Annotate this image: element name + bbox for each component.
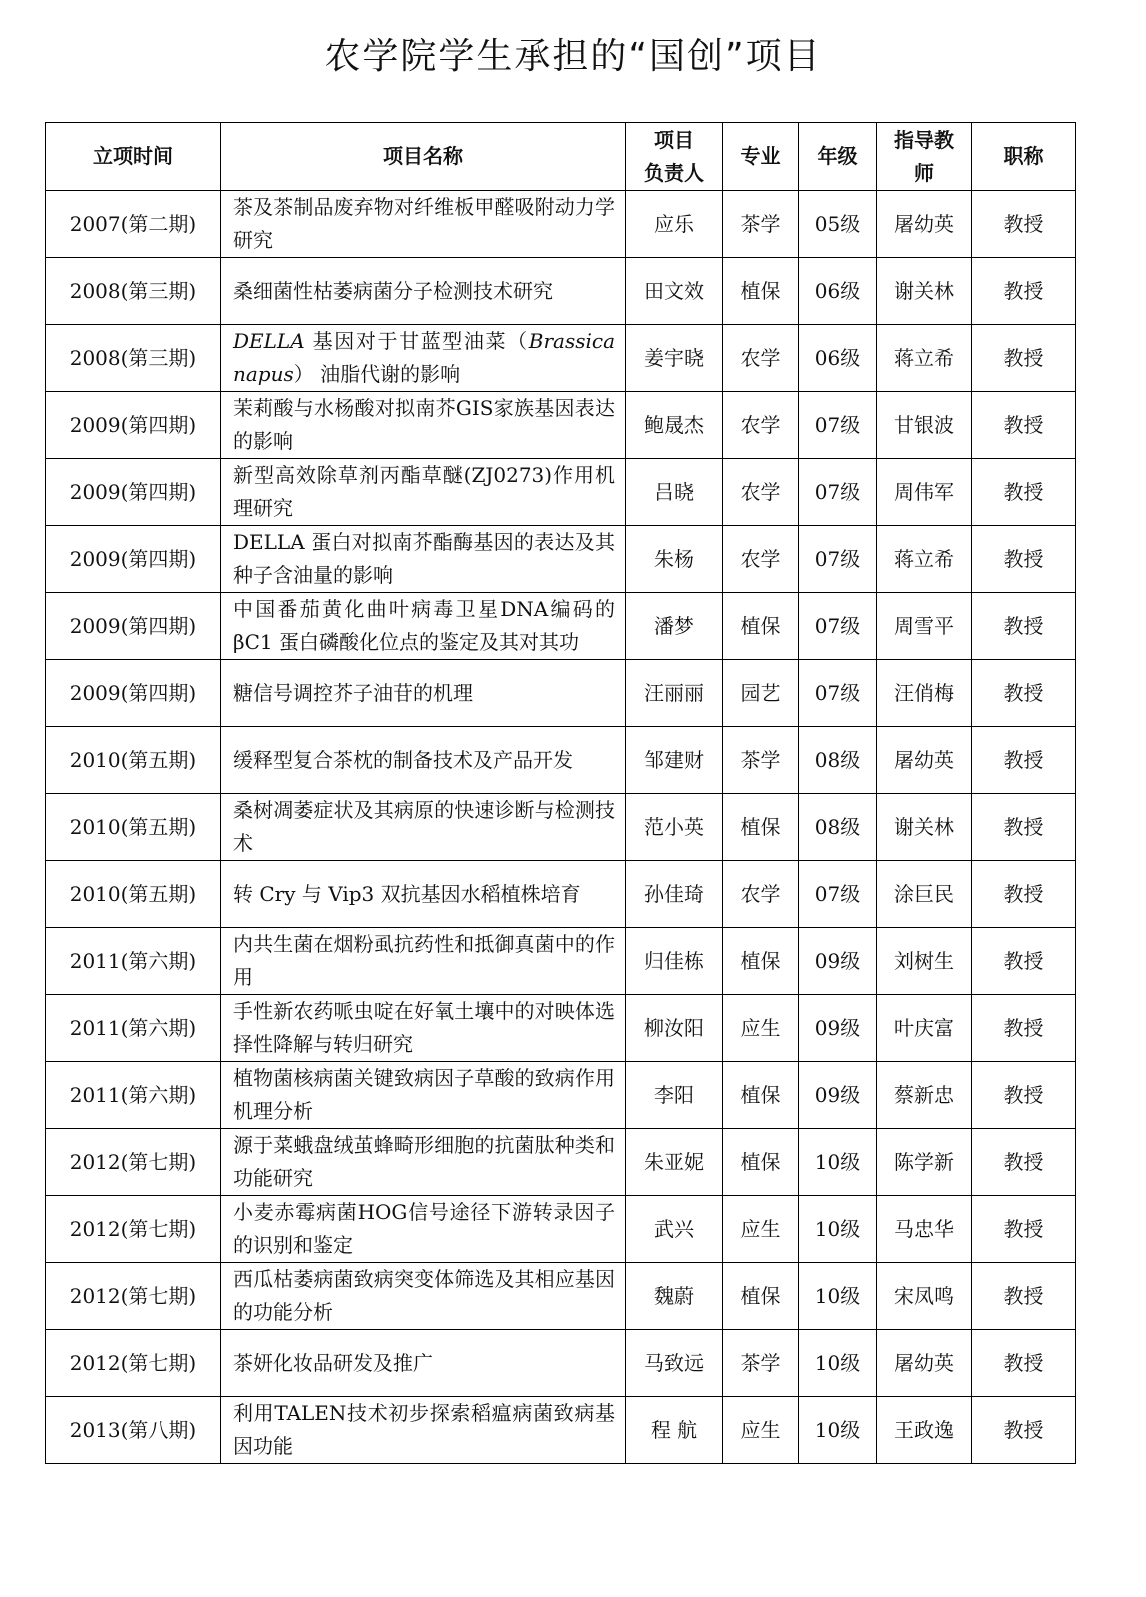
cell-advisor: 屠幼英 (877, 727, 972, 794)
cell-grade: 10级 (799, 1129, 877, 1196)
cell-advisor: 涂巨民 (877, 861, 972, 928)
cell-time: 2011(第六期) (46, 995, 221, 1062)
cell-time: 2011(第六期) (46, 928, 221, 995)
cell-time: 2012(第七期) (46, 1196, 221, 1263)
cell-rank: 教授 (972, 995, 1076, 1062)
cell-rank: 教授 (972, 1330, 1076, 1397)
cell-project-name: 茉莉酸与水杨酸对拟南芥GIS家族基因表达的影响 (221, 392, 626, 459)
header-advisor-line2: 师 (914, 160, 934, 185)
gene-name-italic: DELLA (233, 329, 305, 353)
cell-time: 2012(第七期) (46, 1129, 221, 1196)
cell-grade: 09级 (799, 928, 877, 995)
cell-grade: 06级 (799, 325, 877, 392)
cell-time: 2009(第四期) (46, 526, 221, 593)
cell-rank: 教授 (972, 1397, 1076, 1464)
cell-leader: 潘梦 (626, 593, 723, 660)
cell-rank: 教授 (972, 325, 1076, 392)
cell-grade: 07级 (799, 660, 877, 727)
cell-project-name: 茶妍化妆品研发及推广 (221, 1330, 626, 1397)
cell-advisor: 甘银波 (877, 392, 972, 459)
cell-advisor: 谢关林 (877, 794, 972, 861)
cell-advisor: 蒋立希 (877, 325, 972, 392)
cell-rank: 教授 (972, 928, 1076, 995)
cell-project-name: 新型高效除草剂丙酯草醚(ZJ0273)作用机理研究 (221, 459, 626, 526)
cell-leader: 邹建财 (626, 727, 723, 794)
header-advisor (877, 123, 972, 191)
cell-leader: 柳汝阳 (626, 995, 723, 1062)
cell-major: 植保 (723, 1129, 799, 1196)
table-row (46, 928, 1076, 995)
cell-grade: 10级 (799, 1330, 877, 1397)
cell-major: 园艺 (723, 660, 799, 727)
page-title: 农学院学生承担的“国创”项目 (324, 36, 822, 77)
cell-time: 2012(第七期) (46, 1263, 221, 1330)
cell-grade: 08级 (799, 727, 877, 794)
table-row (46, 1062, 1076, 1129)
cell-advisor: 汪俏梅 (877, 660, 972, 727)
cell-time: 2009(第四期) (46, 459, 221, 526)
cell-leader: 李阳 (626, 1062, 723, 1129)
cell-rank: 教授 (972, 392, 1076, 459)
cell-leader: 鲍晟杰 (626, 392, 723, 459)
table-row (46, 191, 1076, 258)
cell-time: 2009(第四期) (46, 392, 221, 459)
cell-time: 2011(第六期) (46, 1062, 221, 1129)
header-leader (626, 123, 723, 191)
cell-leader: 武兴 (626, 1196, 723, 1263)
table-row (46, 1263, 1076, 1330)
cell-grade: 07级 (799, 861, 877, 928)
header-row (46, 123, 1076, 191)
cell-major: 茶学 (723, 191, 799, 258)
cell-grade: 10级 (799, 1263, 877, 1330)
cell-major: 农学 (723, 325, 799, 392)
cell-project-name: 源于菜蛾盘绒茧蜂畸形细胞的抗菌肽种类和功能研究 (221, 1129, 626, 1196)
cell-rank: 教授 (972, 593, 1076, 660)
cell-rank: 教授 (972, 861, 1076, 928)
table-row (46, 258, 1076, 325)
table-row (46, 727, 1076, 794)
cell-project-name: 茶及茶制品废弃物对纤维板甲醛吸附动力学研究 (221, 191, 626, 258)
cell-grade: 06级 (799, 258, 877, 325)
table-row (46, 1129, 1076, 1196)
header-leader-line1: 项目 (654, 127, 694, 152)
cell-rank: 教授 (972, 1263, 1076, 1330)
cell-project-name: 手性新农药哌虫啶在好氧土壤中的对映体选择性降解与转归研究 (221, 995, 626, 1062)
cell-time: 2009(第四期) (46, 660, 221, 727)
cell-advisor: 马忠华 (877, 1196, 972, 1263)
table-row (46, 459, 1076, 526)
cell-time: 2012(第七期) (46, 1330, 221, 1397)
cell-major: 植保 (723, 794, 799, 861)
header-project-name: 项目名称 (221, 123, 626, 191)
cell-rank: 教授 (972, 191, 1076, 258)
cell-leader: 吕晓 (626, 459, 723, 526)
cell-grade: 09级 (799, 1062, 877, 1129)
cell-leader: 田文效 (626, 258, 723, 325)
cell-rank: 教授 (972, 660, 1076, 727)
project-name-part: ） 油脂代谢的影响 (293, 362, 461, 386)
table-row (46, 1397, 1076, 1464)
header-major: 专业 (723, 123, 799, 191)
cell-project-name: 桑树凋萎症状及其病原的快速诊断与检测技术 (221, 794, 626, 861)
cell-project-name: 桑细菌性枯萎病菌分子检测技术研究 (221, 258, 626, 325)
cell-leader: 朱杨 (626, 526, 723, 593)
header-grade: 年级 (799, 123, 877, 191)
cell-advisor: 王政逸 (877, 1397, 972, 1464)
cell-rank: 教授 (972, 526, 1076, 593)
cell-leader: 汪丽丽 (626, 660, 723, 727)
table-row (46, 392, 1076, 459)
cell-advisor: 宋凤鸣 (877, 1263, 972, 1330)
cell-project-name: 缓释型复合茶枕的制备技术及产品开发 (221, 727, 626, 794)
header-rank: 职称 (972, 123, 1076, 191)
cell-leader: 姜宇晓 (626, 325, 723, 392)
cell-advisor: 叶庆富 (877, 995, 972, 1062)
cell-rank: 教授 (972, 459, 1076, 526)
cell-advisor: 周雪平 (877, 593, 972, 660)
cell-major: 应生 (723, 1196, 799, 1263)
cell-major: 应生 (723, 1397, 799, 1464)
cell-major: 农学 (723, 526, 799, 593)
cell-leader: 归佳栋 (626, 928, 723, 995)
table-row (46, 1196, 1076, 1263)
table-row (46, 660, 1076, 727)
cell-time: 2010(第五期) (46, 794, 221, 861)
cell-leader: 马致远 (626, 1330, 723, 1397)
cell-project-name: 西瓜枯萎病菌致病突变体筛选及其相应基因的功能分析 (221, 1263, 626, 1330)
cell-major: 植保 (723, 258, 799, 325)
table-row (46, 861, 1076, 928)
cell-major: 农学 (723, 861, 799, 928)
project-name-part: 基因对于甘蓝型油菜（ (304, 329, 529, 353)
cell-advisor: 谢关林 (877, 258, 972, 325)
cell-grade: 07级 (799, 392, 877, 459)
cell-leader: 朱亚妮 (626, 1129, 723, 1196)
cell-time: 2010(第五期) (46, 727, 221, 794)
cell-major: 植保 (723, 593, 799, 660)
cell-leader: 范小英 (626, 794, 723, 861)
cell-rank: 教授 (972, 794, 1076, 861)
cell-grade: 05级 (799, 191, 877, 258)
header-advisor-line1: 指导教 (894, 127, 954, 152)
cell-major: 植保 (723, 928, 799, 995)
cell-advisor: 屠幼英 (877, 1330, 972, 1397)
cell-project-name: 糖信号调控芥子油苷的机理 (221, 660, 626, 727)
cell-advisor: 陈学新 (877, 1129, 972, 1196)
cell-major: 植保 (723, 1062, 799, 1129)
cell-leader: 魏蔚 (626, 1263, 723, 1330)
cell-grade: 09级 (799, 995, 877, 1062)
cell-grade: 07级 (799, 526, 877, 593)
cell-time: 2009(第四期) (46, 593, 221, 660)
cell-time: 2007(第二期) (46, 191, 221, 258)
table-row (46, 325, 1076, 392)
cell-project-name: 中国番茄黄化曲叶病毒卫星DNA编码的βC1 蛋白磷酸化位点的鉴定及其对其功 (221, 593, 626, 660)
cell-grade: 08级 (799, 794, 877, 861)
cell-project-name: 利用TALEN技术初步探索稻瘟病菌致病基因功能 (221, 1397, 626, 1464)
cell-advisor: 蔡新忠 (877, 1062, 972, 1129)
table-row (46, 593, 1076, 660)
cell-project-name: 小麦赤霉病菌HOG信号途径下游转录因子的识别和鉴定 (221, 1196, 626, 1263)
cell-advisor: 蒋立希 (877, 526, 972, 593)
cell-leader: 孙佳琦 (626, 861, 723, 928)
cell-leader: 应乐 (626, 191, 723, 258)
cell-advisor: 刘树生 (877, 928, 972, 995)
cell-project-name: 植物菌核病菌关键致病因子草酸的致病作用机理分析 (221, 1062, 626, 1129)
cell-time: 2008(第三期) (46, 325, 221, 392)
cell-project-name: 转 Cry 与 Vip3 双抗基因水稻植株培育 (221, 861, 626, 928)
projects-table (45, 122, 1076, 1464)
cell-major: 应生 (723, 995, 799, 1062)
cell-major: 植保 (723, 1263, 799, 1330)
cell-grade: 10级 (799, 1196, 877, 1263)
table-row (46, 995, 1076, 1062)
species-name-italic: Brassica napus (233, 329, 615, 386)
cell-advisor: 周伟军 (877, 459, 972, 526)
cell-leader: 程 航 (626, 1397, 723, 1464)
cell-major: 茶学 (723, 1330, 799, 1397)
cell-time: 2008(第三期) (46, 258, 221, 325)
cell-project-name: 内共生菌在烟粉虱抗药性和抵御真菌中的作用 (221, 928, 626, 995)
header-time: 立项时间 (46, 123, 221, 191)
cell-rank: 教授 (972, 258, 1076, 325)
table-row (46, 1330, 1076, 1397)
cell-major: 农学 (723, 392, 799, 459)
cell-major: 农学 (723, 459, 799, 526)
cell-grade: 07级 (799, 459, 877, 526)
cell-rank: 教授 (972, 727, 1076, 794)
table-row (46, 794, 1076, 861)
header-leader-line2: 负责人 (644, 160, 704, 185)
cell-advisor: 屠幼英 (877, 191, 972, 258)
cell-project-name: DELLA 蛋白对拟南芥酯酶基因的表达及其种子含油量的影响 (221, 526, 626, 593)
cell-rank: 教授 (972, 1196, 1076, 1263)
cell-time: 2013(第八期) (46, 1397, 221, 1464)
cell-project-name (221, 325, 626, 392)
cell-rank: 教授 (972, 1062, 1076, 1129)
cell-time: 2010(第五期) (46, 861, 221, 928)
cell-grade: 07级 (799, 593, 877, 660)
cell-major: 茶学 (723, 727, 799, 794)
cell-rank: 教授 (972, 1129, 1076, 1196)
cell-grade: 10级 (799, 1397, 877, 1464)
table-row (46, 526, 1076, 593)
